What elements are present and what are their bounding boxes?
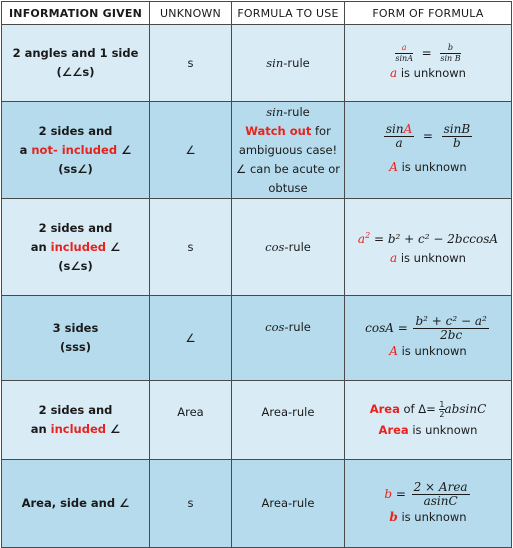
unknown-cell: ∠ [150, 102, 232, 199]
formula-note: ambiguous case! [238, 142, 338, 157]
info-text: 2 angles and 1 side [12, 46, 139, 60]
formula-cell [232, 25, 345, 102]
info-cell [2, 381, 150, 460]
info-cell [2, 102, 150, 199]
frac-den: sinA [395, 54, 413, 63]
formula-suffix: -rule [283, 55, 310, 70]
frac-den: asinC [423, 493, 458, 508]
info-notation: (∠∠s) [56, 65, 95, 79]
formula-cell [232, 102, 345, 199]
frac-num: b [440, 43, 460, 54]
unknown-cell: s [150, 199, 232, 296]
frac-den: b [453, 136, 461, 150]
info-text: 2 sides and [38, 220, 113, 235]
frac-den: 2bc [440, 328, 463, 342]
trig-rules-table [1, 1, 512, 548]
info-text: a [19, 142, 32, 157]
info-text: 3 sides [52, 321, 99, 335]
frac-num: sin [385, 122, 404, 136]
formula-suffix: -rule [284, 239, 311, 254]
formula-cell: Area-rule [232, 381, 345, 460]
info-notation: (sss) [59, 340, 92, 354]
header-unknown: UNKNOWN [150, 2, 232, 25]
watch-out-warning: Watch out [245, 123, 312, 138]
unknown-variable: A [389, 344, 398, 358]
form-cell [345, 381, 512, 460]
formula-suffix: -rule [284, 320, 311, 334]
info-text: an [30, 422, 51, 436]
unknown-text: is unknown [397, 66, 466, 80]
unknown-variable: a [390, 66, 398, 80]
formula-lhs: b [384, 486, 393, 501]
angle-symbol: ∠ [105, 239, 121, 254]
form-cell [345, 25, 512, 102]
header-information-given: INFORMATION GIVEN [2, 2, 150, 25]
sine-rule-formula [348, 123, 508, 150]
frac-num: 2 × Area [413, 479, 468, 494]
info-text: 2 sides and [38, 123, 113, 138]
header-form-of-formula: FORM OF FORMULA [345, 2, 512, 25]
formula-name: cos [265, 239, 285, 254]
equals: = [421, 46, 432, 60]
frac-den: a [395, 136, 403, 150]
info-cell [2, 25, 150, 102]
unknown-variable: a [390, 251, 398, 265]
table-row [2, 102, 512, 199]
formula-name: sin [266, 55, 284, 70]
half-num: 1 [439, 400, 445, 409]
unknown-cell: s [150, 460, 232, 548]
table-row [2, 296, 512, 381]
form-cell [345, 199, 512, 296]
unknown-variable: b [389, 509, 398, 524]
equals: = [392, 486, 406, 501]
angle-symbol: ∠ [117, 142, 132, 157]
equals: = [422, 129, 433, 143]
table-row [2, 460, 512, 548]
frac-num-var: A [403, 122, 413, 136]
info-notation: (s∠s) [58, 258, 93, 273]
unknown-text: is unknown [408, 423, 478, 437]
formula-name: sin [266, 104, 284, 119]
header-row [2, 2, 512, 25]
frac-num: sinB [443, 122, 471, 136]
unknown-cell: s [150, 25, 232, 102]
formula-name: cos [265, 320, 285, 334]
formula-text: of Δ= [399, 402, 440, 416]
table-row [2, 381, 512, 460]
info-cell [2, 296, 150, 381]
side-from-area-formula [348, 481, 508, 508]
header-formula-to-use: FORMULA TO USE [232, 2, 345, 25]
cosine-rule-formula: $a^2 = b^2 + c^2 - 2bccosA$ [357, 231, 499, 246]
formula-note: for [311, 123, 331, 138]
info-text: 2 sides and [38, 403, 113, 417]
unknown-variable: Area [378, 423, 409, 437]
half-den: 2 [439, 410, 445, 419]
frac-num: b² + c² − a² [415, 314, 487, 328]
area-formula [348, 400, 508, 419]
formula-suffix: -rule [283, 104, 310, 119]
unknown-cell: Area [150, 381, 232, 460]
unknown-text: is unknown [397, 160, 467, 174]
formula-note: obtuse [268, 180, 308, 195]
formula-lhs: a [357, 232, 366, 246]
table-row [2, 25, 512, 102]
info-text: an [30, 239, 51, 254]
formula-cell [232, 296, 345, 381]
formula-cell [232, 199, 345, 296]
unknown-text: is unknown [397, 509, 467, 524]
frac-num: a [395, 43, 413, 54]
form-cell [345, 460, 512, 548]
info-highlight: included [50, 239, 106, 254]
table-row [2, 199, 512, 296]
formula-cell: Area-rule [232, 460, 345, 548]
info-notation: (ss∠) [58, 161, 93, 176]
formula-rhs: = b² + c² − 2bccosA [370, 232, 499, 246]
cosine-rule-angle-formula [348, 315, 508, 342]
sine-rule-formula [348, 43, 508, 64]
info-highlight: included [50, 422, 106, 436]
form-cell [345, 296, 512, 381]
unknown-variable: A [389, 160, 398, 174]
frac-den: sin B [440, 54, 461, 63]
unknown-cell: ∠ [150, 296, 232, 381]
info-cell [2, 199, 150, 296]
area-word: Area [369, 402, 400, 416]
unknown-text: is unknown [397, 251, 466, 265]
unknown-text: is unknown [397, 344, 467, 358]
formula-text: absinC [444, 402, 487, 416]
info-cell: Area, side and ∠ [2, 460, 150, 548]
angle-symbol: ∠ [105, 422, 121, 436]
form-cell [345, 102, 512, 199]
formula-lhs: cosA = [365, 321, 408, 335]
info-highlight: not- included [31, 142, 118, 157]
formula-note: ∠ can be acute or [236, 161, 340, 176]
